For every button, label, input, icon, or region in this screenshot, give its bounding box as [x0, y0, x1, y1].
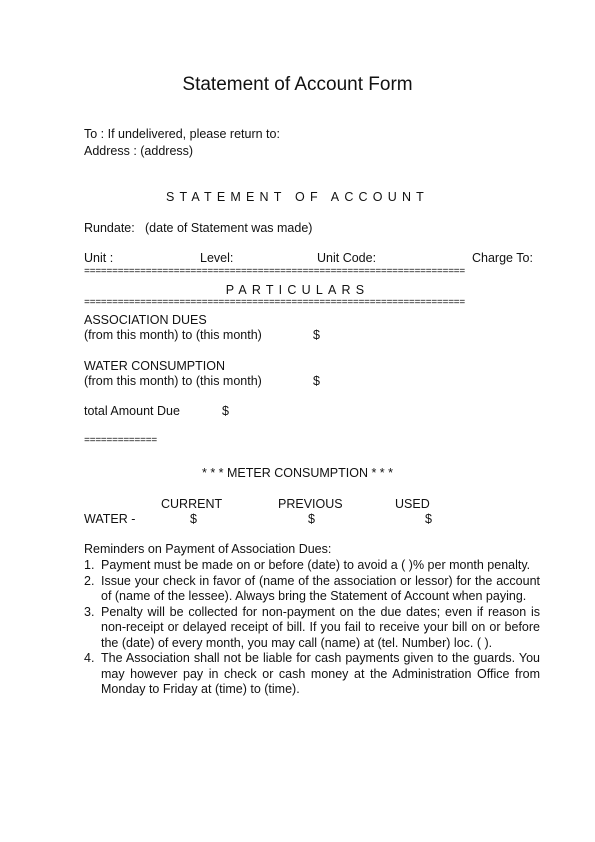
rundate-label: Rundate:: [84, 221, 135, 235]
address-line: Address : (address): [84, 144, 194, 158]
level-label: Level:: [200, 251, 234, 265]
reminder-number: 3.: [84, 604, 95, 619]
water-consumption-currency: $: [313, 374, 320, 388]
charge-to-label: Charge To:: [472, 251, 533, 265]
page-title: Statement of Account Form: [182, 74, 413, 95]
reminder-text: The Association shall not be liable for cash payments given to the guards. You may however pay in check or cash money at the Administration Office from Monday to Friday at (time) to (time).: [101, 651, 540, 696]
statement-heading: STATEMENT OF ACCOUNT: [165, 190, 430, 204]
short-rule: =============: [84, 436, 157, 447]
unit-label: Unit :: [84, 251, 114, 265]
reminder-item: [84, 651, 540, 698]
separator-rule: ====================================================================: [84, 298, 465, 309]
meter-consumption-heading: * * * METER CONSUMPTION * * *: [202, 466, 393, 480]
meter-column-used: USED: [395, 497, 430, 511]
reminders-heading: Reminders on Payment of Association Dues:: [84, 542, 332, 556]
rundate-value: (date of Statement was made): [145, 221, 313, 235]
reminder-item: [84, 574, 540, 605]
reminder-number: 4.: [84, 651, 95, 665]
reminder-text: Issue your check in favor of (name of the association or lessor) for the account of (name of the lessee). Always bring the Statement of Account when paying.: [101, 573, 540, 603]
to-line: To : If undelivered, please return to:: [84, 127, 280, 141]
total-amount-currency: $: [222, 404, 229, 418]
unit-code-label: Unit Code:: [317, 251, 377, 265]
water-consumption-period: (from this month) to (this month): [84, 374, 262, 388]
meter-current-currency: $: [190, 512, 197, 526]
reminder-number: 2.: [84, 573, 95, 588]
reminder-text: Penalty will be collected for non-payment on the due dates; even if reason is non-receipt or delayed receipt of bill. If you fail to receive your bill on or before the (date) of every month, you may call (name) at (tel. Number) loc. ( ).: [101, 604, 540, 650]
separator-rule: ====================================================================: [84, 267, 465, 278]
meter-water-label: WATER -: [84, 512, 136, 526]
association-dues-period: (from this month) to (this month): [84, 328, 262, 342]
reminder-text: Payment must be made on or before (date) to avoid a ( )% per month penalty.: [101, 558, 531, 572]
association-dues-label: ASSOCIATION DUES: [84, 313, 207, 327]
reminder-item: [84, 558, 540, 574]
meter-previous-currency: $: [308, 512, 315, 526]
total-amount-label: total Amount Due: [84, 404, 180, 418]
meter-used-currency: $: [425, 512, 432, 526]
particulars-heading: PARTICULARS: [225, 283, 370, 297]
reminder-number: 1.: [84, 558, 95, 572]
association-dues-currency: $: [313, 328, 320, 342]
reminder-item: [84, 605, 540, 652]
meter-column-previous: PREVIOUS: [278, 497, 343, 511]
meter-column-current: CURRENT: [161, 497, 223, 511]
water-consumption-label: WATER CONSUMPTION: [84, 359, 225, 373]
reminders-list: [84, 558, 540, 698]
